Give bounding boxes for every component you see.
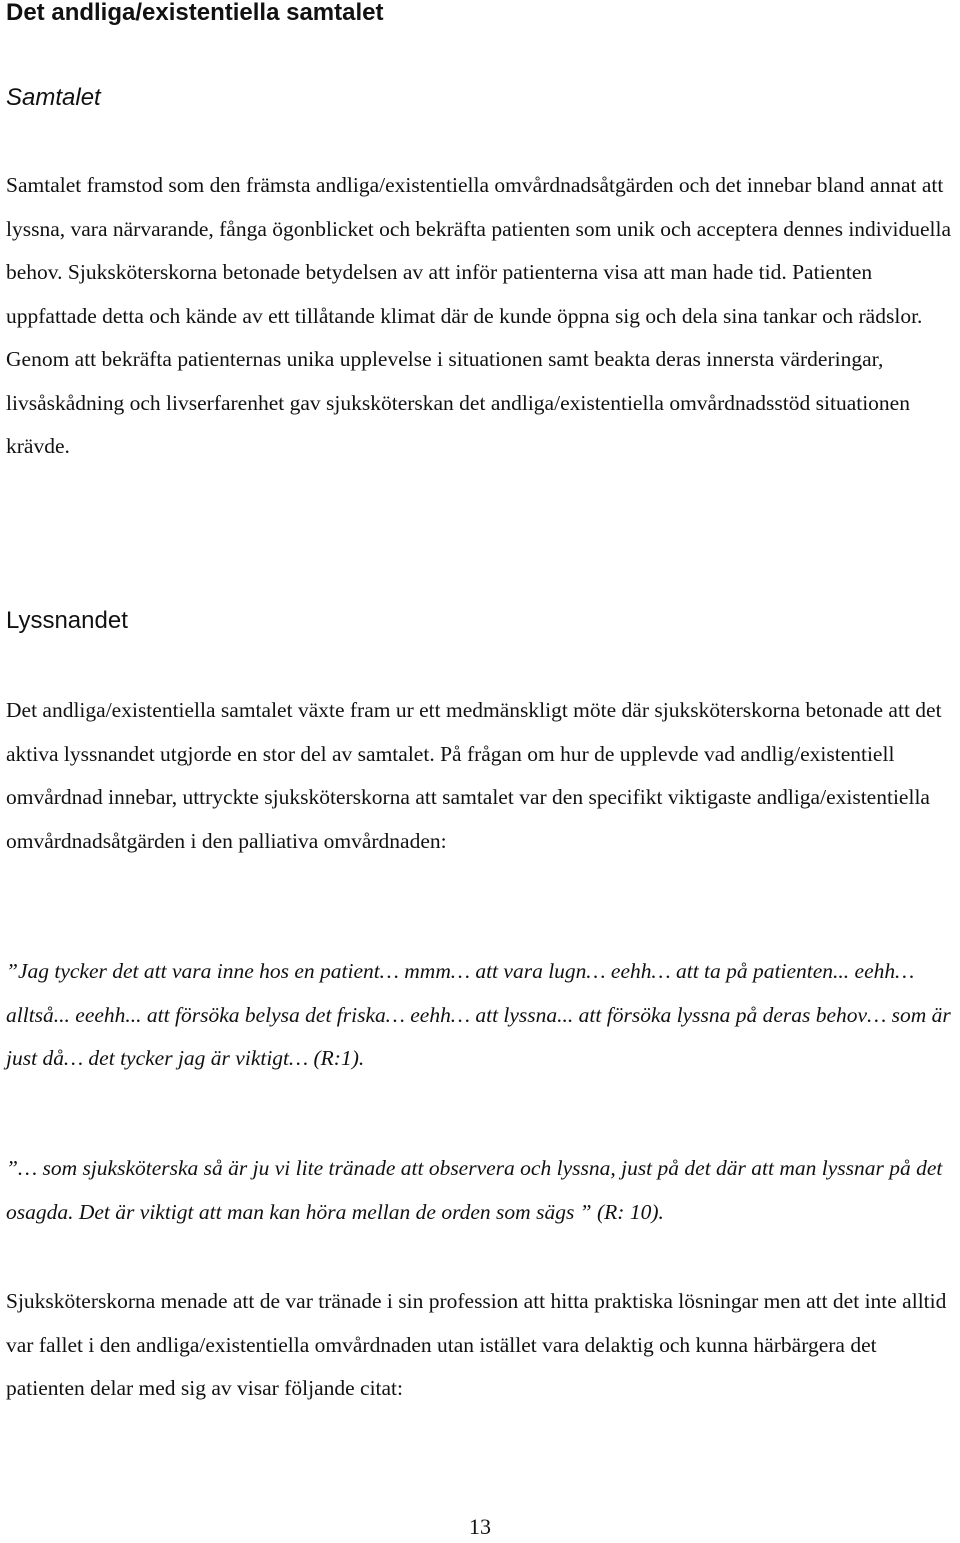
interview-quote-2: ”… som sjuksköterska så är ju vi lite tränade att observera och lyssna, just på det där att man lyssnar på det osagda. Det är viktigt att man kan höra mellan de orden som sägs ” (R: 10). bbox=[6, 1156, 943, 1224]
section-heading-lyssnandet: Lyssnandet bbox=[6, 607, 128, 634]
interview-quote-1: ”Jag tycker det att vara inne hos en patient… mmm… att vara lugn… eehh… att ta på patienten... eehh… alltså... eeehh... att försöka belysa det friska… eehh… att lyssna... att försöka lyssna på deras behov… som är just då… det tycker jag är viktigt… (R:1). bbox=[6, 959, 951, 1070]
body-paragraph-samtalet: Samtalet framstod som den främsta andliga/existentiella omvårdnadsåtgärden och det innebar bland annat att lyssna, vara närvarande, fånga ögonblicket och bekräfta patienten som unik och acceptera dennes individuella behov. Sjuksköterskorna betonade betydelsen av att inför patienterna visa att man hade tid. Patienten uppfattade detta och kände av ett tillåtande klimat där de kunde öppna sig och dela sina tankar och rädslor. Genom att bekräfta patienternas unika upplevelse i situationen samt beakta deras innersta värderingar, livsåskådning och livserfarenhet gav sjuksköterskan det andliga/existentiella omvårdnadsstöd situationen krävde. bbox=[6, 173, 952, 458]
body-paragraph-sjukskoterskorna: Sjuksköterskorna menade att de var tränade i sin profession att hitta praktiska lösningar men att det inte alltid var fallet i den andliga/existentiella omvårdnaden utan istället vara delaktig och kunna härbärgera det patienten delar med sig av visar följande citat: bbox=[6, 1289, 947, 1400]
section-heading-samtalet: Samtalet bbox=[6, 84, 101, 111]
document-title: Det andliga/existentiella samtalet bbox=[6, 0, 384, 26]
body-paragraph-lyssnandet: Det andliga/existentiella samtalet växte fram ur ett medmänskligt möte där sjuksköterskorna betonade att det aktiva lyssnandet utgjorde en stor del av samtalet. På frågan om hur de upplevde vad andlig/existentiell omvårdnad innebar, uttryckte sjuksköterskorna att samtalet var den specifikt viktigaste andliga/existentiella omvårdnadsåtgärden i den palliativa omvårdnaden: bbox=[6, 698, 942, 853]
page-number: 13 bbox=[469, 1514, 491, 1539]
